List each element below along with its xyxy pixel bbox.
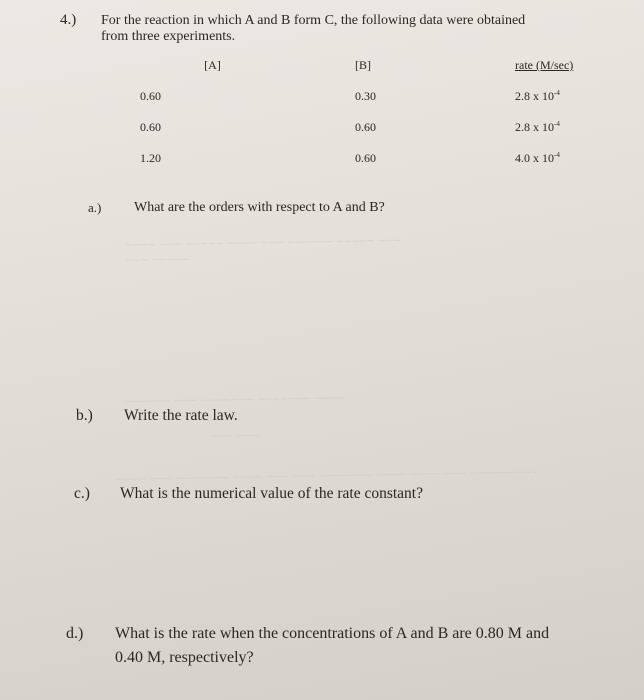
part-c-question: What is the numerical value of the rate constant?	[120, 485, 423, 502]
header-conc-a: [A]	[204, 58, 221, 72]
cell-rate: 2.8 x $10^{-4}$	[515, 89, 560, 103]
table-header-row	[100, 50, 635, 81]
cell-conc-a: 0.60	[140, 89, 161, 103]
data-table	[100, 50, 635, 174]
cell-conc-a: 1.20	[140, 151, 161, 165]
question-number: 4.)	[60, 12, 77, 28]
question-prompt-line2: from three experiments.	[101, 29, 236, 44]
bleed-through: ~~~~ ~~~ ~~~~~~~ ~~~~ ~~~ ~~~ ~~~~~~~ ~~~~ ~~~~ ~~~ ~~~~~~~~~	[114, 464, 539, 487]
cell-rate: 2.8 x $10^{-4}$	[515, 120, 560, 134]
table-row	[100, 143, 635, 174]
part-d-question-line2: 0.40 M, respectively?	[115, 649, 254, 666]
part-a-label: a.)	[88, 200, 102, 215]
cell-conc-a: 0.60	[140, 120, 161, 134]
table-row	[100, 81, 635, 112]
cell-rate: 4.0 x $10^{-4}$	[515, 151, 560, 165]
part-d-question-line1: What is the rate when the concentrations of A and B are 0.80 M and	[115, 625, 550, 642]
bleed-through: ~~~ ~~~~~	[124, 251, 190, 268]
header-rate: rate (M/sec)	[515, 58, 574, 72]
bleed-through: ~~~~ ~~~ ~~~~~ ~~~~ ~~~ ~~~~~~ ~~~~~ ~~~	[124, 232, 401, 253]
cell-conc-b: 0.60	[355, 151, 376, 165]
cell-conc-b: 0.60	[355, 120, 376, 134]
part-c-label: c.)	[74, 485, 90, 502]
part-b-label: b.)	[76, 407, 93, 424]
table-row	[100, 112, 635, 143]
bleed-through: ~~~~~~ ~~~ ~~~~~~~ ~~~~~~~ ~~~~	[124, 390, 345, 409]
header-conc-b: [B]	[355, 58, 371, 72]
part-a-question: What are the orders with respect to A and B?	[134, 200, 385, 215]
bleed-through: ~~~ ~~~	[209, 427, 260, 444]
question-prompt-line1: For the reaction in which A and B form C, the following data were obtained	[101, 13, 526, 28]
part-d-label: d.)	[66, 625, 84, 642]
cell-conc-b: 0.30	[355, 89, 376, 103]
part-b-question: Write the rate law.	[124, 407, 238, 424]
